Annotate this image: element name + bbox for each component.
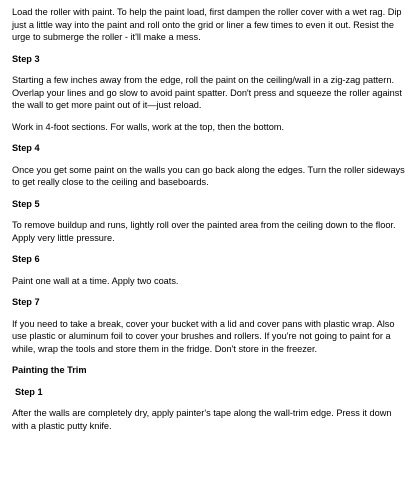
paragraph-edges: Once you get some paint on the walls you can go back along the edges. Turn the roller sideways to get really close to the ceiling and baseboards. [12, 164, 405, 187]
paragraph-roll-zigzag: Starting a few inches away from the edge, roll the paint on the ceiling/wall in a zig-zag pattern. Overlap your lines and go slow to avoid paint spatter. Don't press and squeeze the roller against the wall to get more paint out of it—just reload. [12, 75, 402, 110]
step-6-heading: Step 6 [12, 254, 40, 264]
paragraph-painters-tape: After the walls are completely dry, apply painter's tape along the wall-trim edge. Press it down with a plastic putty knife. [12, 408, 392, 431]
paragraph-work-sections: Work in 4-foot sections. For walls, work at the top, then the bottom. [12, 121, 285, 132]
step-5-heading: Step 5 [12, 198, 40, 209]
paragraph-take-break: If you need to take a break, cover your bucket with a lid and cover pans with plastic wrap. Also use plastic or aluminum foil to cover your brushes and rollers. If you're not going to paint for a while, wrap the tools and store them in the fridge. Don't store in the freezer. [12, 318, 395, 354]
painting-trim-heading: Painting the Trim [12, 365, 87, 375]
step-3-heading: Step 3 [12, 53, 40, 64]
paragraph-two-coats: Paint one wall at a time. Apply two coats. [12, 275, 179, 286]
document-body [12, 6, 408, 441]
step-4-heading: Step 4 [12, 143, 40, 153]
paragraph-remove-buildup: To remove buildup and runs, lightly roll over the painted area from the ceiling down to the floor. Apply very little pressure. [12, 220, 396, 243]
paragraph-load-roller: Load the roller with paint. To help the paint load, first dampen the roller cover with a wet rag. Dip just a little way into the paint and roll onto the grid or liner a few times to even it out. Resist the urge to submerge the roller - it'll make a mess. [12, 7, 402, 42]
step-7-heading: Step 7 [12, 297, 40, 307]
trim-step-1-heading: Step 1 [15, 386, 43, 397]
